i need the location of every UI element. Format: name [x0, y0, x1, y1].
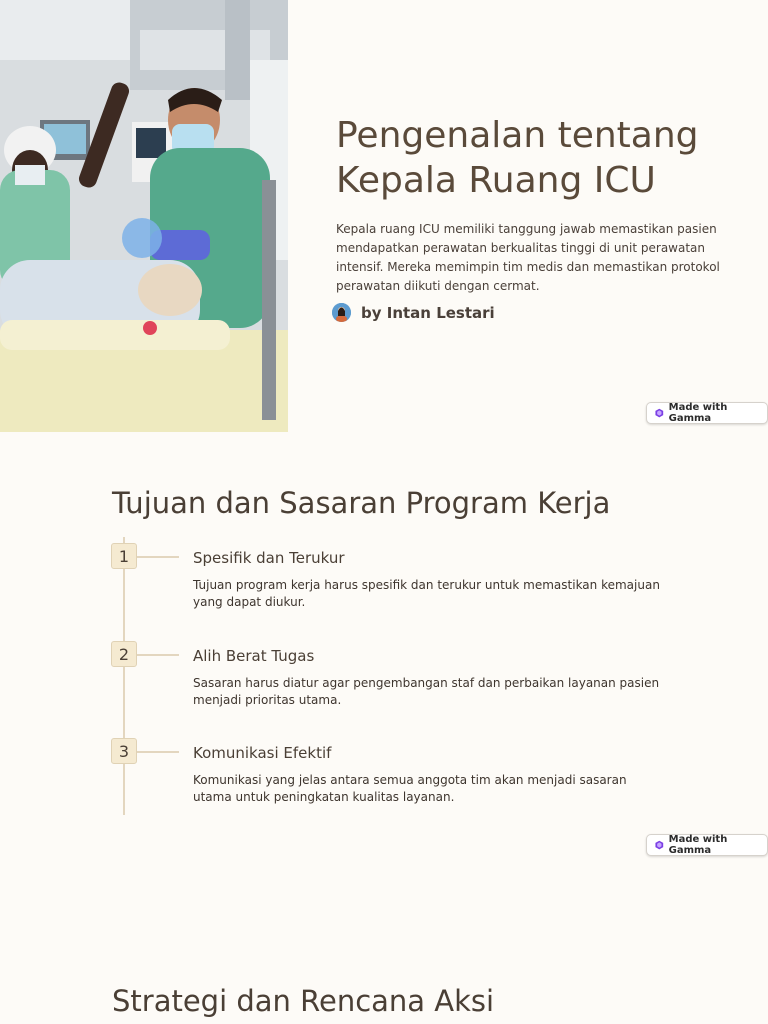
avatar [332, 303, 351, 322]
step-connector [137, 751, 179, 753]
slide-title: Pengenalan tentang Kepala Ruang ICU [336, 115, 699, 201]
step-number-badge: 1 [111, 543, 137, 569]
author-byline [332, 303, 495, 322]
gamma-logo-icon [655, 840, 664, 850]
slide-goals [0, 432, 768, 864]
made-with-gamma-badge[interactable] [646, 402, 768, 424]
author-name: by Intan Lestari [361, 303, 495, 322]
slide-intro [0, 0, 768, 432]
step-description: Sasaran harus diatur agar pengembangan staf dan perbaikan layanan pasien menjadi prioritas utama. [193, 676, 660, 707]
timeline-line [123, 537, 125, 815]
slide-description: Kepala ruang ICU memiliki tanggung jawab memastikan pasien mendapatkan perawatan berkualitas tinggi di unit perawatan intensif. Mereka memimpin tim medis dan memastikan protokol perawatan diikuti dengan cermat. [336, 222, 720, 293]
made-with-gamma-badge[interactable] [646, 834, 768, 856]
slide-title: Tujuan dan Sasaran Program Kerja [112, 486, 611, 520]
step-connector [137, 654, 179, 656]
badge-label: Made with Gamma [668, 402, 728, 424]
step-title: Alih Berat Tugas [193, 647, 315, 665]
step-title: Komunikasi Efektif [193, 744, 332, 762]
step-description: Komunikasi yang jelas antara semua anggota tim akan menjadi sasaran utama untuk peningkatan kualitas layanan. [193, 773, 627, 804]
gamma-logo-icon [655, 408, 664, 418]
step-number-badge: 2 [111, 641, 137, 667]
slide-title: Strategi dan Rencana Aksi [112, 984, 495, 1018]
slide-strategy [0, 864, 768, 1024]
step-number-badge: 3 [111, 738, 137, 764]
step-description: Tujuan program kerja harus spesifik dan terukur untuk memastikan kemajuan yang dapat diukur. [193, 578, 660, 609]
step-connector [137, 556, 179, 558]
icu-staff-photo [0, 0, 288, 432]
step-title: Spesifik dan Terukur [193, 549, 345, 567]
badge-label: Made with Gamma [668, 834, 728, 856]
